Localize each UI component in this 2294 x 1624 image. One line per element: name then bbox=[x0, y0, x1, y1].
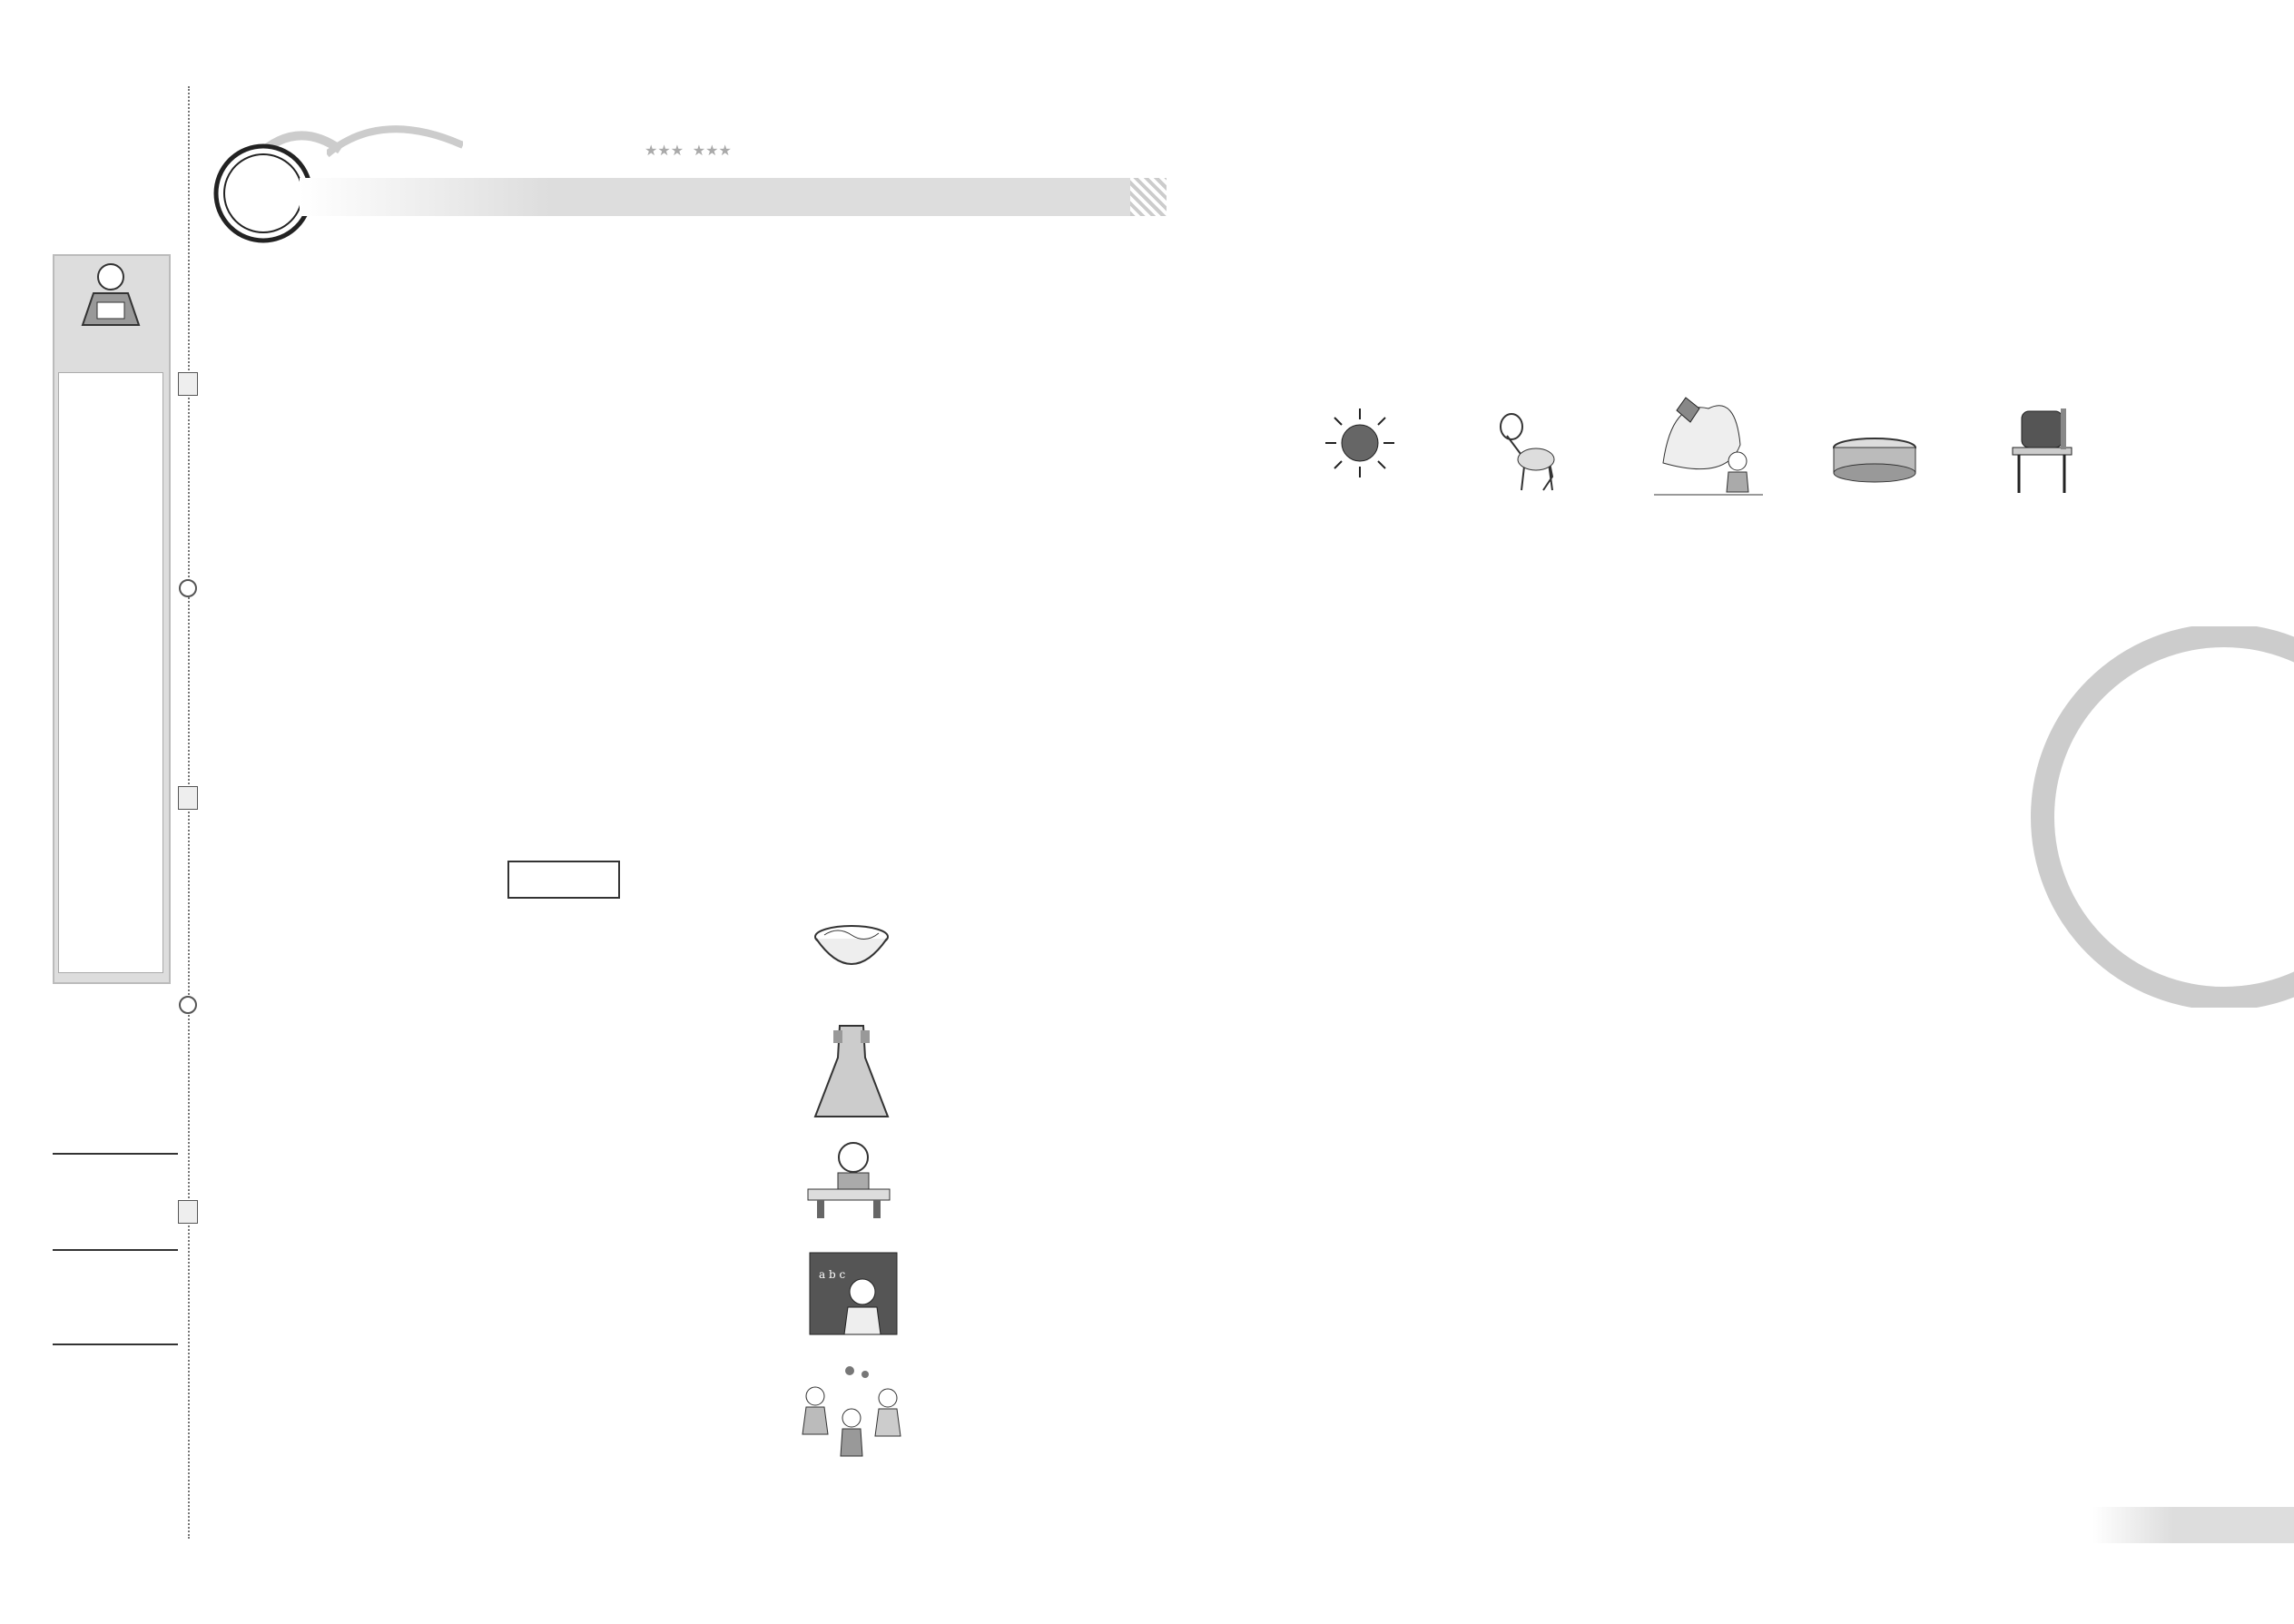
boy-flying-kite-picture bbox=[1654, 390, 1763, 499]
teacher-picture bbox=[808, 1251, 899, 1342]
confidential-stamp bbox=[2015, 626, 2294, 1008]
ribbon-decoration bbox=[327, 109, 463, 163]
svg-text:a b c: a b c bbox=[819, 1268, 846, 1281]
school-field[interactable] bbox=[53, 1343, 178, 1345]
sun-picture bbox=[1324, 407, 1396, 479]
word-bank bbox=[507, 861, 620, 899]
binding-hole bbox=[179, 579, 197, 597]
boy-with-book-picture bbox=[803, 1135, 894, 1221]
title-bar bbox=[300, 178, 1135, 216]
series-badge: ★★★ ★★★ bbox=[645, 142, 732, 159]
class-field[interactable] bbox=[53, 1249, 178, 1251]
dress-picture bbox=[811, 1021, 892, 1121]
seal-mark bbox=[178, 1200, 198, 1224]
deer-picture bbox=[1489, 399, 1561, 495]
seal-mark bbox=[178, 372, 198, 396]
cake-picture bbox=[1829, 434, 1920, 488]
child-figure-icon bbox=[77, 257, 145, 330]
bag-on-chair-picture bbox=[2008, 404, 2081, 495]
binding-line bbox=[188, 86, 190, 1539]
noodles-bowl-picture bbox=[811, 917, 892, 980]
seal-mark bbox=[178, 786, 198, 810]
children-playing-picture bbox=[797, 1362, 911, 1466]
binding-hole bbox=[179, 996, 197, 1014]
title-bar-pattern bbox=[1130, 178, 1167, 216]
name-field[interactable] bbox=[53, 1153, 178, 1155]
sidebar-poem-box bbox=[58, 372, 163, 973]
series-tag-bg bbox=[2092, 1507, 2294, 1543]
